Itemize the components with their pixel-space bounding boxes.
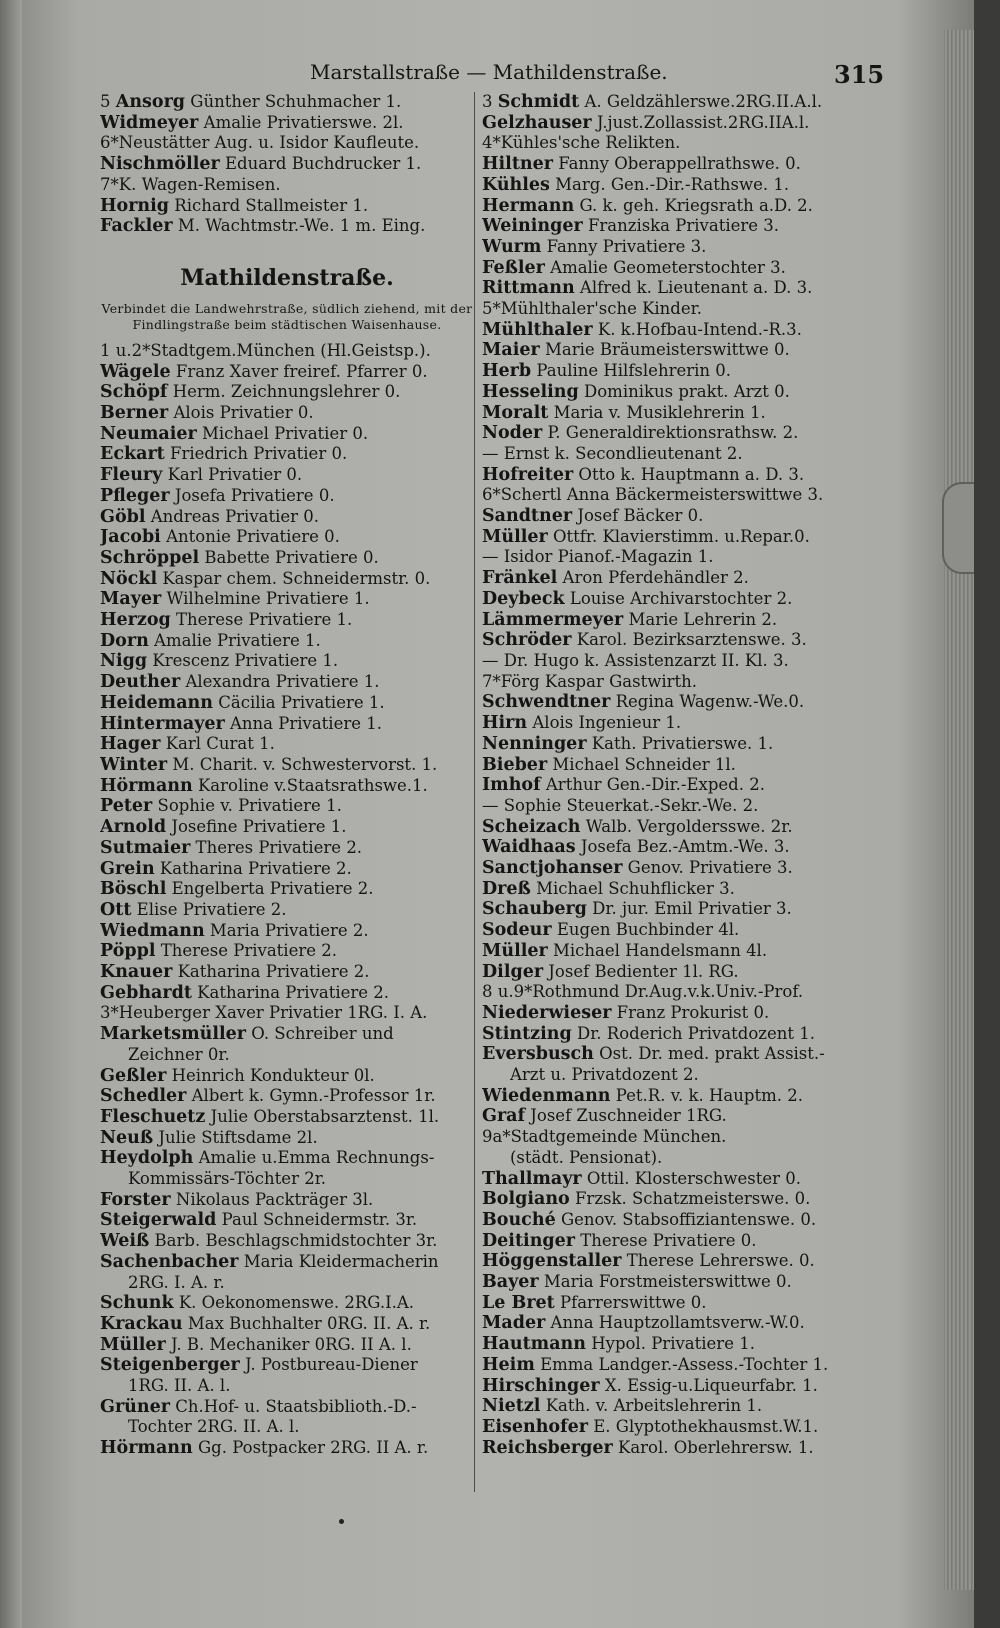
directory-entry: Imhof Arthur Gen.-Dir.-Exped. 2. xyxy=(482,775,765,796)
directory-entry: Lämmermeyer Marie Lehrerin 2. xyxy=(482,609,778,630)
directory-entry: Hager Karl Curat 1. xyxy=(100,734,275,755)
directory-entry: — Ernst k. Secondlieutenant 2. xyxy=(482,443,743,463)
page-dot-mark xyxy=(339,1519,344,1524)
directory-entry: Eckart Friedrich Privatier 0. xyxy=(100,444,348,465)
directory-entry: — Isidor Pianof.-Magazin 1. xyxy=(482,547,714,567)
directory-entry: Krackau Max Buchhalter 0RG. II. A. r. xyxy=(100,1313,431,1334)
directory-entry: Kühles Marg. Gen.-Dir.-Rathswe. 1. xyxy=(482,174,790,195)
directory-entry: 7*Förg Kaspar Gastwirth. xyxy=(482,671,697,691)
directory-entry: Fleschuetz Julie Oberstabsarztenst. 1l. xyxy=(100,1106,440,1127)
directory-entry: Stintzing Dr. Roderich Privatdozent 1. xyxy=(482,1023,815,1044)
directory-entry: Grein Katharina Privatiere 2. xyxy=(100,858,352,879)
directory-entry: Nöckl Kaspar chem. Schneidermstr. 0. xyxy=(100,568,431,589)
directory-entry: Gebhardt Katharina Privatiere 2. xyxy=(100,982,390,1003)
directory-entry: Deuther Alexandra Privatiere 1. xyxy=(100,672,380,693)
directory-entry: Grüner Ch.Hof- u. Staatsbiblioth.-D.- xyxy=(100,1396,417,1417)
directory-entry: 9a*Stadtgemeinde München. xyxy=(482,1127,727,1147)
directory-entry: Fleury Karl Privatier 0. xyxy=(100,465,303,486)
directory-entry: Geßler Heinrich Kondukteur 0l. xyxy=(100,1065,375,1086)
directory-entry: Pfleger Josefa Privatiere 0. xyxy=(100,485,335,506)
directory-entry: Eversbusch Ost. Dr. med. prakt Assist.- xyxy=(482,1044,825,1065)
directory-entry: Mühlthaler K. k.Hofbau-Intend.-R.3. xyxy=(482,319,802,340)
directory-entry: Thallmayr Ottil. Klosterschwester 0. xyxy=(482,1168,801,1189)
directory-entry: Berner Alois Privatier 0. xyxy=(100,403,314,424)
directory-entry: Mayer Wilhelmine Privatiere 1. xyxy=(100,589,370,610)
directory-entry: Schwendtner Regina Wagenw.-We.0. xyxy=(482,692,805,713)
directory-entry: Waidhaas Josefa Bez.-Amtm.-We. 3. xyxy=(482,837,790,858)
directory-entry: Ott Elise Privatiere 2. xyxy=(100,899,287,920)
directory-entry: Kommissärs-Töchter 2r. xyxy=(128,1169,327,1189)
directory-entry: Maier Marie Bräumeisterswittwe 0. xyxy=(482,340,790,361)
directory-entry: Nietzl Kath. v. Arbeitslehrerin 1. xyxy=(482,1396,763,1417)
directory-entry: Sanctjohanser Genov. Privatiere 3. xyxy=(482,858,793,879)
directory-entry: Schunk K. Oekonomenswe. 2RG.I.A. xyxy=(100,1293,415,1314)
directory-entry: Dorn Amalie Privatiere 1. xyxy=(100,630,321,651)
directory-entry: Herb Pauline Hilfslehrerin 0. xyxy=(482,361,732,382)
directory-entry: Hesseling Dominikus prakt. Arzt 0. xyxy=(482,381,790,402)
directory-entry: Hörmann Gg. Postpacker 2RG. II A. r. xyxy=(100,1438,429,1459)
right-column xyxy=(482,92,902,1458)
directory-entry: Bayer Maria Forstmeisterswittwe 0. xyxy=(482,1272,792,1293)
directory-entry: Feßler Amalie Geometerstochter 3. xyxy=(482,257,786,278)
directory-entry: Pöppl Therese Privatiere 2. xyxy=(100,941,337,962)
directory-entry: Rittmann Alfred k. Lieutenant a. D. 3. xyxy=(482,278,813,299)
directory-entry: Weiß Barb. Beschlagschmidstochter 3r. xyxy=(100,1231,438,1252)
directory-entry: Neuß Julie Stiftsdame 2l. xyxy=(100,1127,318,1148)
directory-entry: Mader Anna Hauptzollamtsverw.-W.0. xyxy=(482,1313,805,1334)
directory-entry: Noder P. Generaldirektionsrathsw. 2. xyxy=(482,423,799,444)
directory-entry: Schröder Karol. Bezirksarztenswe. 3. xyxy=(482,630,807,651)
directory-entry: Moralt Maria v. Musiklehrerin 1. xyxy=(482,402,766,423)
directory-entry: Hermann G. k. geh. Kriegsrath a.D. 2. xyxy=(482,195,813,216)
directory-entry: Hörmann Karoline v.Staatsrathswe.1. xyxy=(100,775,428,796)
directory-entry: Herzog Therese Privatiere 1. xyxy=(100,610,353,631)
directory-entry: Sachenbacher Maria Kleidermacherin xyxy=(100,1251,439,1272)
directory-entry: 1 u.2*Stadtgem.München (Hl.Geistsp.). xyxy=(100,340,431,360)
directory-entry: 5*Mühlthaler'sche Kinder. xyxy=(482,299,702,319)
directory-entry: Dreß Michael Schuhflicker 3. xyxy=(482,878,735,899)
directory-entry: Heydolph Amalie u.Emma Rechnungs- xyxy=(100,1148,435,1169)
directory-entry: Wiedenmann Pet.R. v. k. Hauptm. 2. xyxy=(482,1085,803,1106)
directory-entry: Reichsberger Karol. Oberlehrersw. 1. xyxy=(482,1437,814,1458)
directory-entry: Hintermayer Anna Privatiere 1. xyxy=(100,713,382,734)
directory-entry: Niederwieser Franz Prokurist 0. xyxy=(482,1002,770,1023)
section-description: Verbindet die Landwehrstraße, südlich ziehend, mit der Findlingstraße beim städtischen Waisenhause. xyxy=(101,300,473,332)
directory-entry: Müller J. B. Mechaniker 0RG. II A. l. xyxy=(100,1334,412,1355)
directory-entry: Hofreiter Otto k. Hauptmann a. D. 3. xyxy=(482,464,805,485)
directory-entry: Schöpf Herm. Zeichnungslehrer 0. xyxy=(100,382,401,403)
directory-entry: Fränkel Aron Pferdehändler 2. xyxy=(482,568,749,589)
page-number: 315 xyxy=(834,60,885,89)
directory-entry: Schröppel Babette Privatiere 0. xyxy=(100,547,379,568)
running-header: Marstallstraße — Mathildenstraße. xyxy=(310,60,668,84)
directory-entry: 2RG. I. A. r. xyxy=(128,1272,225,1292)
directory-entry: Sandtner Josef Bäcker 0. xyxy=(482,506,704,527)
directory-entry: Heim Emma Landger.-Assess.-Tochter 1. xyxy=(482,1354,829,1375)
directory-entry: Deitinger Therese Privatiere 0. xyxy=(482,1230,757,1251)
directory-entry: Göbl Andreas Privatier 0. xyxy=(100,506,320,527)
directory-entry: Wurm Fanny Privatiere 3. xyxy=(482,236,707,257)
directory-entry: Hautmann Hypol. Privatiere 1. xyxy=(482,1334,755,1355)
section-title: Mathildenstraße. xyxy=(180,264,394,291)
directory-entry: Bieber Michael Schneider 1l. xyxy=(482,754,736,775)
directory-entry: Winter M. Charit. v. Schwestervorst. 1. xyxy=(100,754,438,775)
directory-entry: Neumaier Michael Privatier 0. xyxy=(100,423,369,444)
directory-entry: 1RG. II. A. l. xyxy=(128,1376,231,1396)
directory-entry: Wiedmann Maria Privatiere 2. xyxy=(100,920,369,941)
directory-entry: 5 Ansorg Günther Schuhmacher 1. xyxy=(100,92,402,112)
directory-entry: Bolgiano Frzsk. Schatzmeisterswe. 0. xyxy=(482,1189,811,1210)
directory-entry: Knauer Katharina Privatiere 2. xyxy=(100,962,370,983)
mathildenstrasse-entries-right xyxy=(482,92,902,1458)
directory-entry: Eisenhofer E. Glyptothekhausmst.W.1. xyxy=(482,1417,819,1437)
directory-entry: Gelzhauser J.just.Zollassist.2RG.IIA.l. xyxy=(482,112,810,133)
directory-entry: Nischmöller Eduard Buchdrucker 1. xyxy=(100,154,422,175)
directory-entry: Zeichner 0r. xyxy=(128,1044,230,1064)
directory-entry: Schedler Albert k. Gymn.-Professor 1r. xyxy=(100,1086,436,1107)
directory-entry: 6*Neustätter Aug. u. Isidor Kaufleute. xyxy=(100,133,420,153)
directory-entry: Deybeck Louise Archivarstochter 2. xyxy=(482,588,793,609)
directory-entry: Böschl Engelberta Privatiere 2. xyxy=(100,879,374,900)
directory-entry: — Dr. Hugo k. Assistenzarzt II. Kl. 3. xyxy=(482,650,789,670)
directory-entry: 8 u.9*Rothmund Dr.Aug.v.k.Univ.-Prof. xyxy=(482,982,804,1002)
column-divider xyxy=(474,92,475,1492)
directory-entry: Arzt u. Privatdozent 2. xyxy=(510,1065,699,1085)
directory-entry: Nigg Krescenz Privatiere 1. xyxy=(100,651,339,672)
directory-entry: Hiltner Fanny Oberappellrathswe. 0. xyxy=(482,154,801,175)
directory-entry: Sodeur Eugen Buchbinder 4l. xyxy=(482,920,740,941)
directory-entry: Höggenstaller Therese Lehrerswe. 0. xyxy=(482,1251,815,1272)
index-tab xyxy=(942,482,974,574)
directory-entry: Fackler M. Wachtmstr.-We. 1 m. Eing. xyxy=(100,216,426,237)
directory-entry: 7*K. Wagen-Remisen. xyxy=(100,174,281,194)
directory-entry: Dilger Josef Bedienter 1l. RG. xyxy=(482,961,739,982)
directory-entry: Hornig Richard Stallmeister 1. xyxy=(100,195,369,216)
directory-entry: Tochter 2RG. II. A. l. xyxy=(128,1417,300,1437)
directory-entry: Graf Josef Zuschneider 1RG. xyxy=(482,1106,727,1127)
directory-entry: Heidemann Cäcilia Privatiere 1. xyxy=(100,692,385,713)
directory-entry: Schauberg Dr. jur. Emil Privatier 3. xyxy=(482,899,792,920)
directory-entry: Hirschinger X. Essig-u.Liqueurfabr. 1. xyxy=(482,1375,818,1396)
directory-entry: Jacobi Antonie Privatiere 0. xyxy=(100,527,340,548)
directory-entry: Nenninger Kath. Privatierswe. 1. xyxy=(482,733,774,754)
mathildenstrasse-entries-left xyxy=(100,341,474,1459)
left-column xyxy=(100,92,474,1459)
directory-entry: Sutmaier Theres Privatiere 2. xyxy=(100,837,363,858)
marstallstrasse-entries xyxy=(100,92,474,237)
directory-entry: 3*Heuberger Xaver Privatier 1RG. I. A. xyxy=(100,1003,428,1023)
directory-entry: Forster Nikolaus Packträger 3l. xyxy=(100,1189,374,1210)
directory-entry: Le Bret Pfarrerswittwe 0. xyxy=(482,1292,707,1313)
directory-entry: 3 Schmidt A. Geldzählerswe.2RG.II.A.l. xyxy=(482,92,823,112)
directory-entry: Steigenberger J. Postbureau-Diener xyxy=(100,1355,418,1376)
directory-entry: — Sophie Steuerkat.-Sekr.-We. 2. xyxy=(482,795,759,815)
directory-entry: Peter Sophie v. Privatiere 1. xyxy=(100,796,342,817)
directory-page xyxy=(22,0,974,1628)
directory-entry: Steigerwald Paul Schneidermstr. 3r. xyxy=(100,1210,418,1231)
directory-entry: Müller Michael Handelsmann 4l. xyxy=(482,940,768,961)
directory-entry: Wägele Franz Xaver freiref. Pfarrer 0. xyxy=(100,361,428,382)
directory-entry: 6*Schertl Anna Bäckermeisterswittwe 3. xyxy=(482,485,824,505)
directory-entry: Müller Ottfr. Klavierstimm. u.Repar.0. xyxy=(482,526,810,547)
directory-entry: (städt. Pensionat). xyxy=(510,1147,663,1167)
directory-entry: Widmeyer Amalie Privatierswe. 2l. xyxy=(100,112,404,133)
directory-entry: 4*Kühles'sche Relikten. xyxy=(482,133,681,153)
directory-entry: Hirn Alois Ingenieur 1. xyxy=(482,713,682,734)
directory-entry: Bouché Genov. Stabsoffiziantenswe. 0. xyxy=(482,1209,817,1230)
directory-entry: Scheizach Walb. Vergoldersswe. 2r. xyxy=(482,816,793,837)
directory-entry: Arnold Josefine Privatiere 1. xyxy=(100,817,347,838)
directory-entry: Marketsmüller O. Schreiber und xyxy=(100,1024,394,1045)
directory-entry: Weininger Franziska Privatiere 3. xyxy=(482,216,780,237)
page-stack-edge xyxy=(944,30,974,1590)
adjacent-page-edge xyxy=(0,0,22,1628)
